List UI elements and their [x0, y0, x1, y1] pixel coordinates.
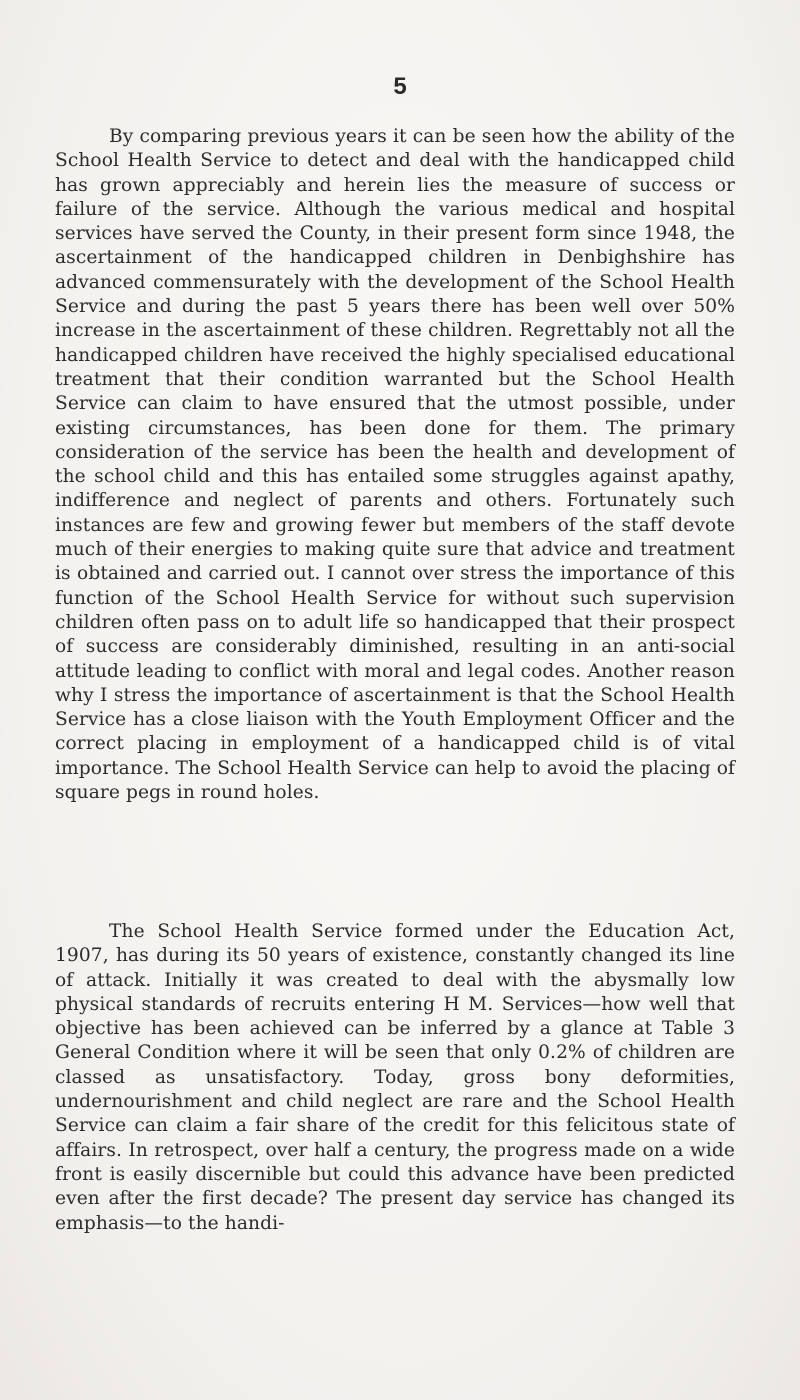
- page-number: 5: [393, 73, 407, 100]
- body-paragraph-1: By comparing previous years it can be seen how the ability of the School Health Service to detect and deal with the handicapped child has grown appreciably and herein lies the measure of success or failure of the service. Although the various medical and hospital services have served the County, in their present form since 1948, the ascertainment of the handicapped children in Denbighshire has advanced commensurately with the development of the School Health Service and during the past 5 years there has been well over 50% increase in the ascertainment of these children. Regrettably not all the handicapped children have received the highly specialised educational treatment that their condition warranted but the School Health Service can claim to have ensured that the utmost possible, under existing circumstances, has been done for them. The primary consideration of the service has been the health and development of the school child and this has entailed some struggles against apathy, indifference and neglect of parents and others. Fortunately such instances are few and growing fewer but members of the staff devote much of their energies to making quite sure that advice and treatment is obtained and carried out. I cannot over stress the importance of this function of the School Health Service for without such supervision children often pass on to adult life so handicapped that their prospect of success are considerably diminished, resulting in an anti-social attitude leading to conflict with moral and legal codes. Another reason why I stress the importance of ascertainment is that the School Health Service has a close liaison with the Youth Employment Officer and the correct placing in employment of a handicapped child is of vital importance. The School Health Service can help to avoid the placing of square pegs in round holes.: [55, 126, 735, 804]
- body-paragraph-2: The School Health Service formed under the Education Act, 1907, has during its 50 years of existence, constantly changed its line of attack. Initially it was created to deal with the abysmally low physical standards of recruits entering H M. Services—how well that objective has been achieved can be inferred by a glance at Table 3 General Condition where it will be seen that only 0.2% of children are classed as unsatisfactory. Today, gross bony deformities, undernourishment and child neglect are rare and the School Health Service can claim a fair share of the credit for this felicitous state of affairs. In retrospect, over half a century, the progress made on a wide front is easily discernible but could this advance have been predicted even after the first decade? The present day service has changed its emphasis—to the handi-: [55, 921, 735, 1234]
